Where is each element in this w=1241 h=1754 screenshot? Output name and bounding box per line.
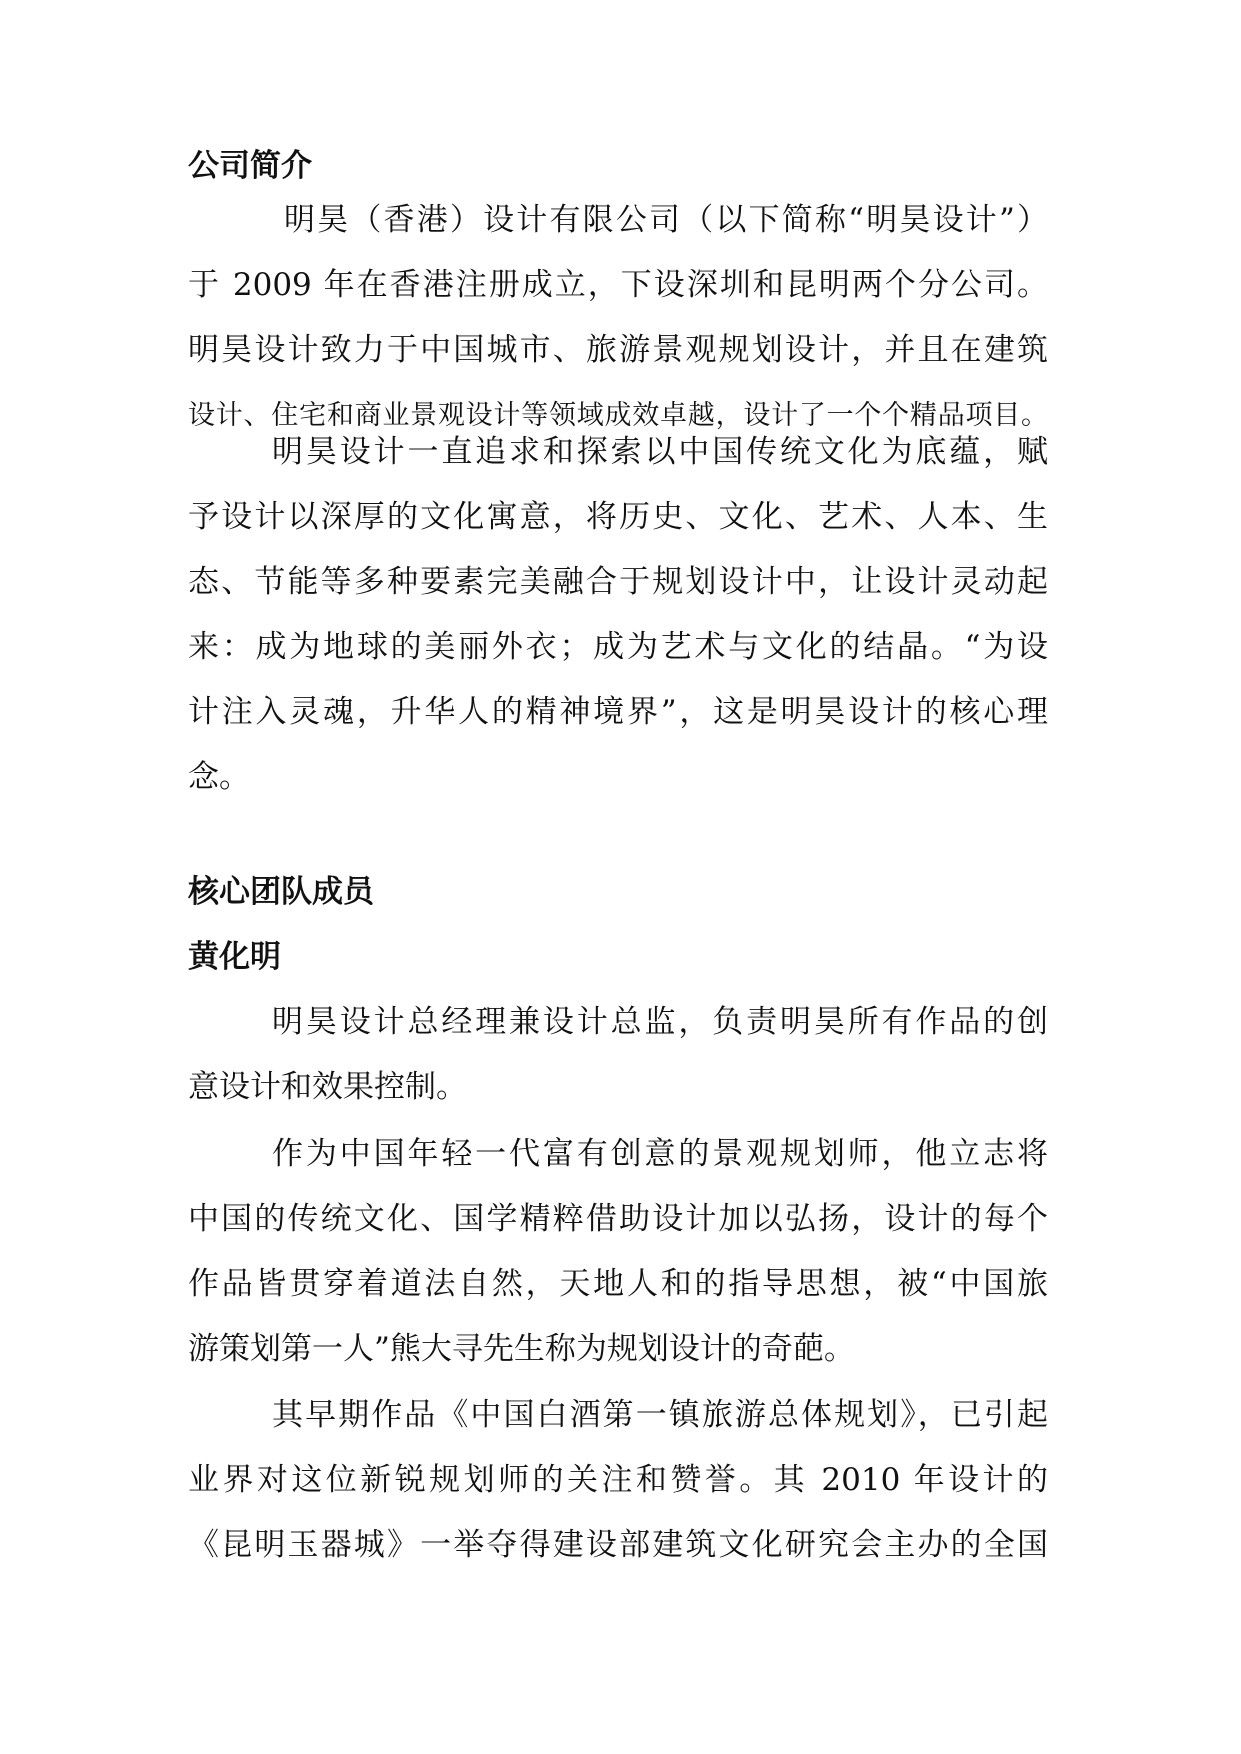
text-line: 明昊设计总经理兼设计总监，负责明昊所有作品的创: [272, 1004, 1048, 1040]
text-line: 明昊设计一直追求和探索以中国传统文化为底蕴，赋: [272, 434, 1048, 470]
text-line: 《昆明玉器城》一举夺得建设部建筑文化研究会主办的全国: [188, 1527, 1048, 1563]
paragraph-member-vision: [188, 1122, 1048, 1382]
paragraph-member-works: [188, 1383, 1048, 1578]
text-line: 其早期作品《中国白酒第一镇旅游总体规划》，已引起: [272, 1397, 1048, 1433]
paragraph-company-intro: [188, 188, 1048, 448]
section-heading-core-team: 核心团队成员: [188, 874, 374, 910]
text-line: 明昊设计致力于中国城市、旅游景观规划设计，并且在建筑: [188, 332, 1048, 368]
text-line: 明昊（香港）设计有限公司（以下简称“明昊设计”）: [284, 202, 1048, 238]
text-line: 业界对这位新锐规划师的关注和赞誉。其 2010 年设计的: [188, 1462, 1048, 1498]
paragraph-company-philosophy: [188, 420, 1048, 810]
text-line: 于 2009 年在香港注册成立，下设深圳和昆明两个分公司。: [188, 267, 1048, 303]
member-name: 黄化明: [188, 939, 281, 975]
text-line: 游策划第一人”熊大寻先生称为规划设计的奇葩。: [188, 1331, 855, 1367]
text-line: 来：成为地球的美丽外衣；成为艺术与文化的结晶。“为设: [188, 629, 1048, 665]
section-heading-company-profile: 公司简介: [188, 148, 312, 184]
paragraph-member-role: [188, 990, 1048, 1120]
text-line: 意设计和效果控制。: [188, 1069, 467, 1105]
text-line: 设计、住宅和商业景观设计等领域成效卓越，设计了一个个精品项目。: [188, 400, 1048, 431]
text-line: 计注入灵魂，升华人的精神境界”，这是明昊设计的核心理: [188, 694, 1048, 730]
text-line: 予设计以深厚的文化寓意，将历史、文化、艺术、人本、生: [188, 499, 1048, 535]
text-line: 态、节能等多种要素完美融合于规划设计中，让设计灵动起: [188, 564, 1048, 600]
text-line: 念。: [188, 759, 250, 795]
text-line: 作为中国年轻一代富有创意的景观规划师，他立志将: [272, 1136, 1048, 1172]
text-line: 作品皆贯穿着道法自然，天地人和的指导思想，被“中国旅: [188, 1266, 1048, 1302]
text-line: 中国的传统文化、国学精粹借助设计加以弘扬，设计的每个: [188, 1201, 1048, 1237]
